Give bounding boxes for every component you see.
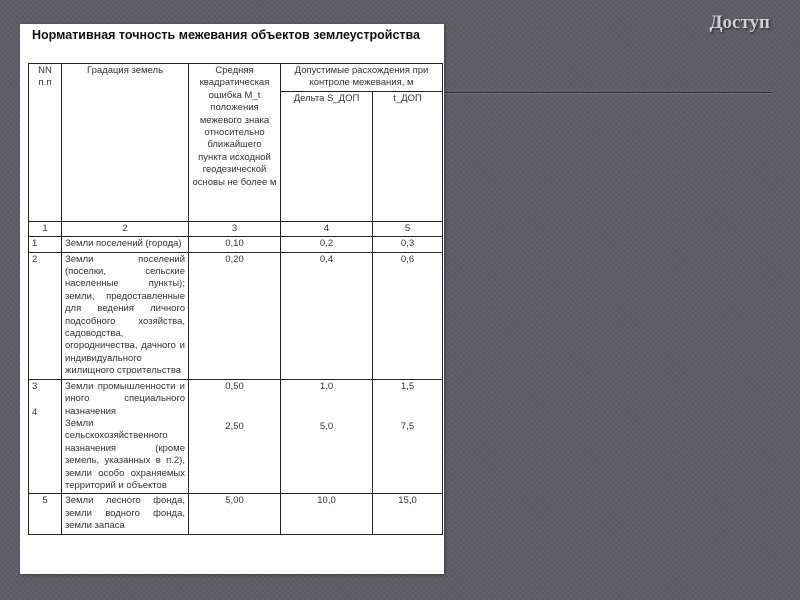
header-t: t_ДОП bbox=[373, 91, 443, 221]
colnum-3: 3 bbox=[189, 221, 281, 236]
row-1-delta: 0,2 bbox=[281, 237, 373, 252]
row-5-m: 5,00 bbox=[189, 494, 281, 534]
slide-title: Доступ bbox=[709, 12, 770, 33]
colnum-1: 1 bbox=[29, 221, 62, 236]
row-5-delta: 10,0 bbox=[281, 494, 373, 534]
row-3-4-delta bbox=[281, 379, 373, 494]
row-4-delta: 5,0 bbox=[319, 421, 334, 433]
row-3-t: 1,5 bbox=[400, 380, 415, 392]
row-4-gradation: Земли сельскохозяйственного назначения (кроме земель, указанных в п.2), земли особо охраняемых территорий и объектов bbox=[65, 417, 185, 491]
title-divider bbox=[445, 92, 771, 93]
header-mean-error: Средняя квадратическая ошибка M_t положения межевого знака относительно ближайшего пункта исходной геодезической основы не более м bbox=[189, 64, 281, 222]
row-2-t: 0,6 bbox=[373, 252, 443, 379]
row-3-4-m bbox=[189, 379, 281, 494]
row-3-gradation: Земли промышленности и иного специального назначения bbox=[65, 380, 185, 417]
row-2-m: 0,20 bbox=[189, 252, 281, 379]
row-1-m: 0,10 bbox=[189, 237, 281, 252]
row-5-t: 15,0 bbox=[373, 494, 443, 534]
row-1-gradation: Земли поселений (города) bbox=[62, 237, 189, 252]
row-2-nn: 2 bbox=[29, 252, 62, 379]
header-gradation: Градация земель bbox=[62, 64, 189, 222]
row-4-nn: 4 bbox=[32, 407, 38, 419]
row-1-t: 0,3 bbox=[373, 237, 443, 252]
colnum-2: 2 bbox=[62, 221, 189, 236]
colnum-4: 4 bbox=[281, 221, 373, 236]
row-3-4-nn bbox=[29, 379, 62, 494]
header-allowed-discrepancy: Допустимые расхождения при контроле межевания, м bbox=[281, 64, 443, 92]
header-delta-s: Дельта S_ДОП bbox=[281, 91, 373, 221]
accuracy-table bbox=[28, 63, 443, 535]
row-3-delta: 1,0 bbox=[319, 380, 334, 392]
header-nn: NN п.п bbox=[29, 64, 62, 222]
row-1-nn: 1 bbox=[29, 237, 62, 252]
row-4-m: 2,50 bbox=[225, 421, 244, 433]
row-3-m: 0,50 bbox=[225, 380, 244, 392]
table-row-group bbox=[29, 379, 443, 494]
row-5-nn: 5 bbox=[29, 494, 62, 534]
row-3-4-t bbox=[373, 379, 443, 494]
row-2-delta: 0,4 bbox=[281, 252, 373, 379]
document-title: Нормативная точность межевания объектов землеустройства bbox=[32, 28, 420, 42]
colnum-5: 5 bbox=[373, 221, 443, 236]
table-row bbox=[29, 237, 443, 252]
row-3-4-gradation bbox=[62, 379, 189, 494]
row-2-gradation: Земли поселений (поселки, сельские населенные пункты); земли, предоставленные для ведения личного подсобного хозяйства, садоводства, огородничества, дачного и индивидуального жилищного строительства bbox=[62, 252, 189, 379]
document-image bbox=[20, 24, 444, 574]
table-row bbox=[29, 252, 443, 379]
row-3-nn: 3 bbox=[32, 380, 38, 392]
row-4-t: 7,5 bbox=[400, 421, 415, 433]
row-5-gradation: Земли лесного фонда, земли водного фонда, земли запаса bbox=[62, 494, 189, 534]
table-row bbox=[29, 494, 443, 534]
